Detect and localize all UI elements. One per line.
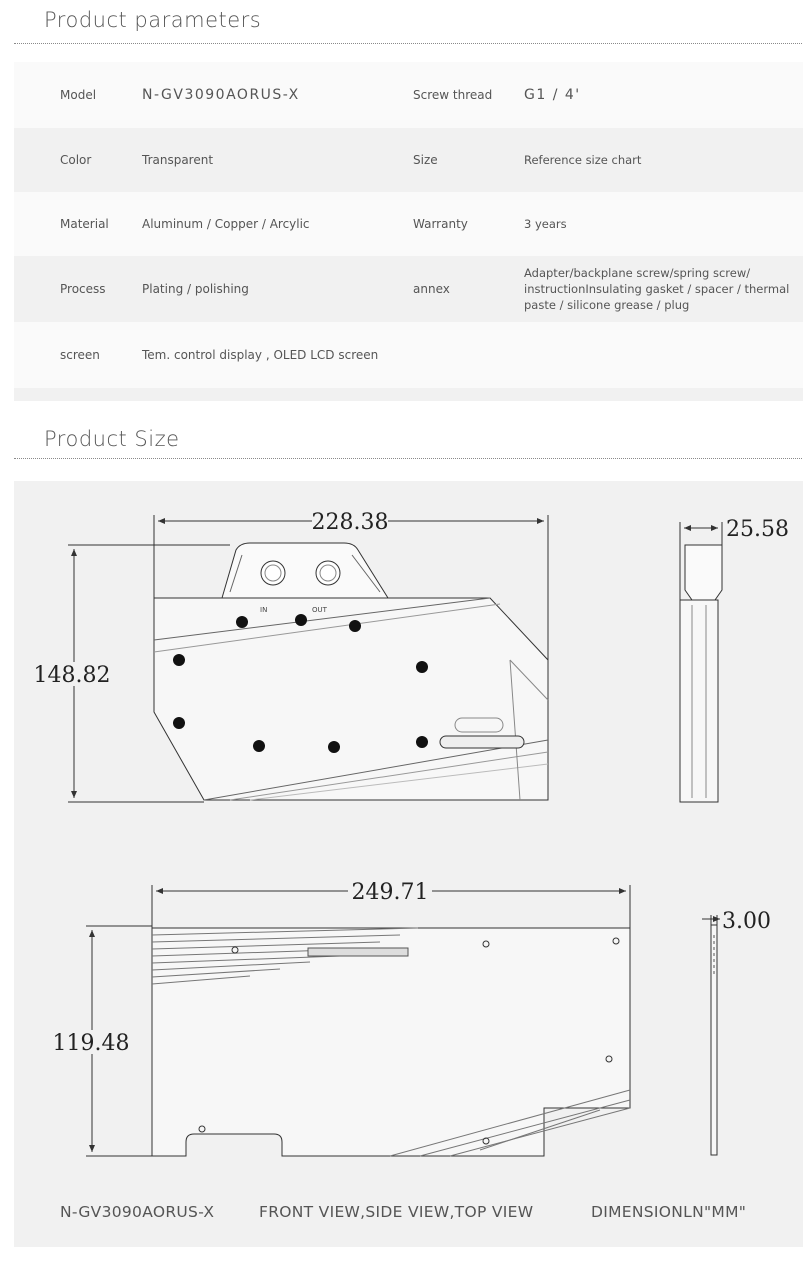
screw-hole (253, 740, 265, 752)
param-label: Process (60, 282, 106, 296)
param-label: Screw thread (413, 88, 493, 102)
front-view-block (154, 543, 548, 800)
param-label: screen (60, 348, 100, 362)
section-title-parameters: Product parameters (44, 8, 262, 32)
backplate-width-value: 249.71 (351, 880, 429, 905)
screw-hole (173, 654, 185, 666)
param-value: N-GV3090AORUS-X (142, 87, 300, 103)
param-value: Tem. control display , OLED LCD screen (142, 348, 379, 362)
section-title-size: Product Size (44, 427, 180, 451)
in-label: IN (260, 606, 268, 614)
backplate-thickness-value: 3.00 (722, 909, 771, 934)
param-label: Size (413, 153, 438, 167)
param-value: Transparent (142, 153, 214, 167)
backplate-view (152, 928, 630, 1156)
param-value: Aluminum / Copper / Arcylic (142, 217, 310, 231)
block-width-value: 228.38 (311, 510, 389, 535)
param-value: Reference size chart (524, 153, 642, 167)
screw-hole (295, 614, 307, 626)
screw-hole (236, 616, 248, 628)
screw-hole (349, 620, 361, 632)
param-value: Adapter/backplane screw/spring screw/ instructionInsulating gasket / spacer / thermal paste / silicone grease / plug (524, 266, 790, 312)
block-height-value: 148.82 (33, 663, 111, 688)
param-label: Model (60, 88, 97, 102)
param-label: Material (60, 217, 109, 231)
caption-unit: DIMENSIONLN"MM" (591, 1203, 747, 1221)
side-view-block (680, 522, 722, 802)
caption-model: N-GV3090AORUS-X (60, 1203, 215, 1221)
param-label: Warranty (413, 217, 468, 231)
param-label: annex (413, 282, 450, 296)
backplate-height-value: 119.48 (52, 1031, 130, 1056)
param-label: Color (60, 153, 92, 167)
screw-hole (173, 717, 185, 729)
caption-views: FRONT VIEW,SIDE VIEW,TOP VIEW (259, 1203, 534, 1221)
screw-hole (328, 741, 340, 753)
out-label: OUT (312, 606, 327, 614)
param-value: G1 / 4' (524, 87, 581, 103)
param-value: Plating / polishing (142, 282, 249, 296)
backplate-side-view (702, 915, 720, 1155)
param-value: 3 years (524, 217, 567, 231)
screw-hole (416, 661, 428, 673)
block-thickness-value: 25.58 (726, 517, 789, 542)
screw-hole (416, 736, 428, 748)
